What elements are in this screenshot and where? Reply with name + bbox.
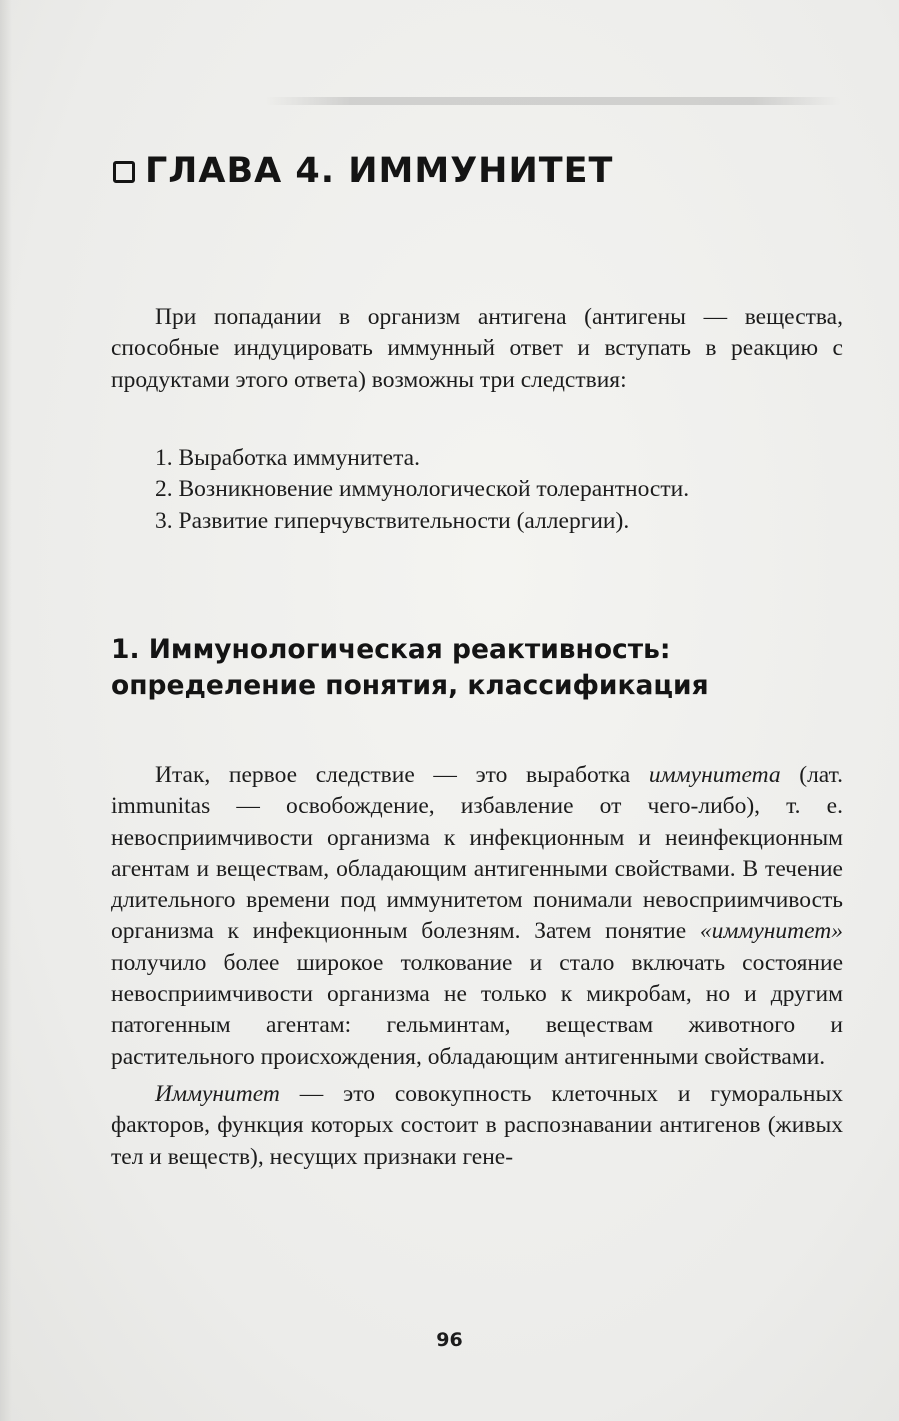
consequences-list bbox=[155, 443, 845, 537]
page-number: 96 bbox=[436, 1329, 463, 1351]
list-item: 3. Развитие гиперчувствительности (аллергии). bbox=[155, 507, 630, 534]
square-bullet-icon bbox=[113, 161, 135, 183]
chapter-title-text: ГЛАВА 4. ИММУНИТЕТ bbox=[145, 151, 614, 191]
list-item: 2. Возникновение иммунологической толерантности. bbox=[155, 476, 690, 503]
chapter-title bbox=[113, 150, 853, 192]
section-body bbox=[111, 760, 843, 1173]
body-paragraph-2 bbox=[111, 1079, 843, 1173]
text-run: (лат. immunitas — освобождение, избавление от чего-либо), т. е. невосприимчивости организма к инфекционным и неинфекционным агентам и веществам, обладающим антигенными свойствами. В течение длительного времени под иммунитетом понимали невосприимчивость организма к инфекционным болезням. Затем понятие bbox=[111, 762, 844, 945]
italic-term: иммунитета bbox=[648, 762, 781, 788]
list-item: 1. Выработка иммунитета. bbox=[155, 445, 420, 471]
body-paragraph-1 bbox=[111, 760, 843, 1073]
page-edge-shadow bbox=[0, 0, 12, 1421]
text-run: Итак, первое следствие — это выработка bbox=[155, 762, 649, 788]
intro-paragraph: При попадании в организм антигена (антигены — вещества, способные индуцировать иммунный ответ и вступать в реакцию с продуктами этого ответа) возможны три следствия: bbox=[111, 304, 843, 393]
text-run: получило более широкое толкование и стало включать состояние невосприимчивости организма не только к микробам, но и другим патогенным агентам: гельминтам, веществам животного и растительного происхождения, обладающим антигенными свойствами. bbox=[111, 949, 843, 1070]
text-run: — это совокупность клеточных и гуморальных факторов, функция которых состоит в распознавании антигенов (живых тел и веществ), несущих признаки гене- bbox=[111, 1080, 843, 1170]
italic-term: Иммунитет bbox=[155, 1080, 280, 1107]
intro-paragraph-block bbox=[111, 302, 843, 396]
running-header-bleed bbox=[265, 97, 840, 105]
section-title: 1. Иммунологическая реактивность: определение понятия, классификация bbox=[111, 634, 709, 701]
italic-term: «иммунитет» bbox=[699, 918, 843, 945]
